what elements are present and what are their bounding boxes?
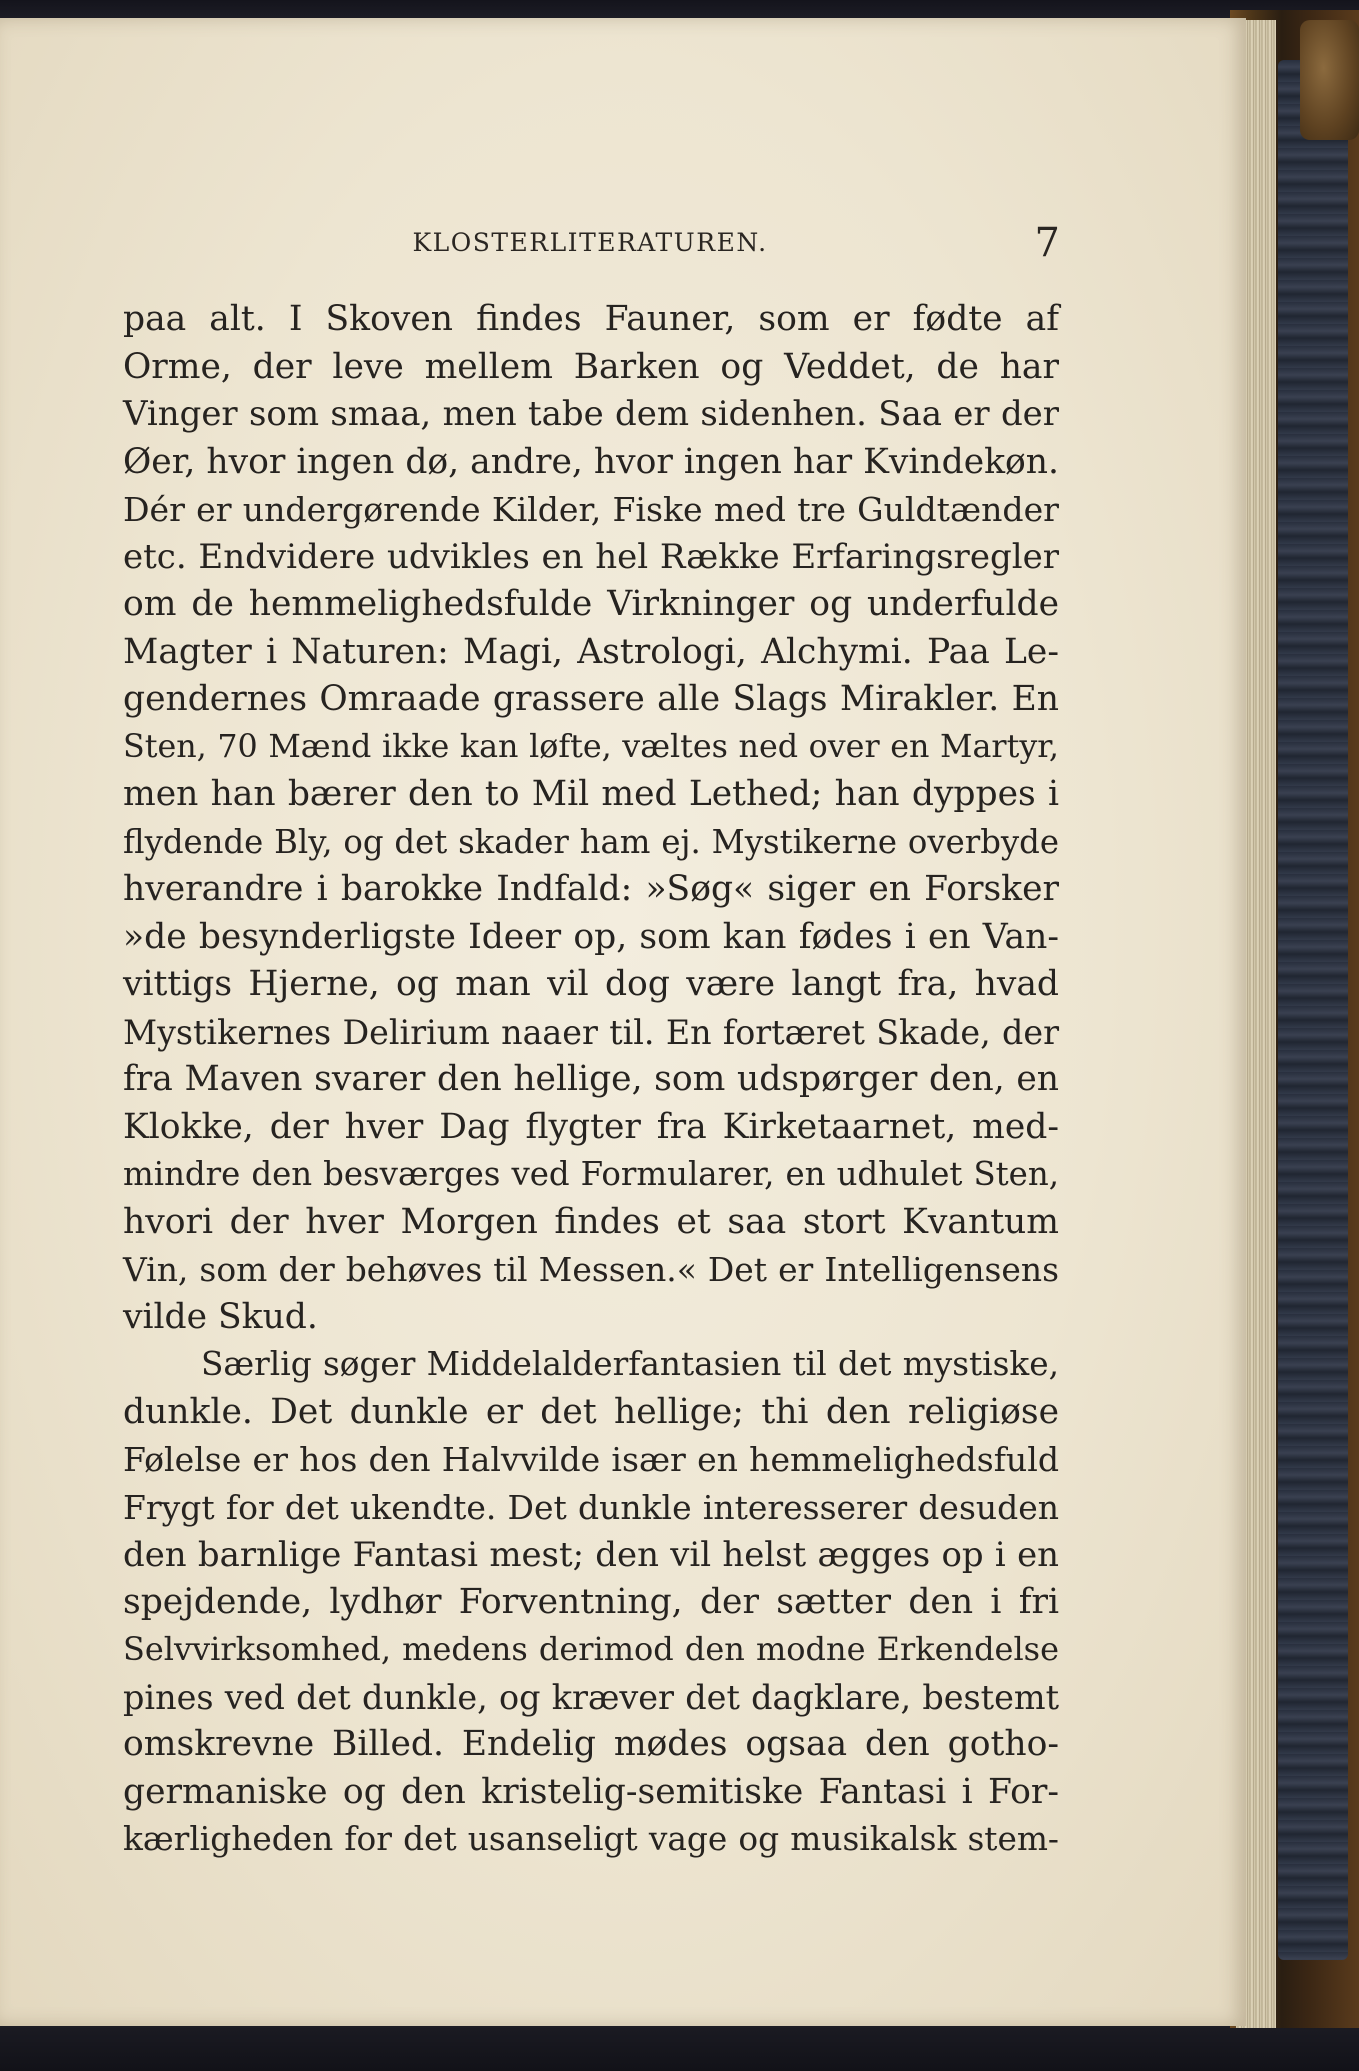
text-line: »de besynderligste Ideer op, som kan fødes i en Van- <box>123 916 1059 957</box>
text-line: Selvvirksomhed, medens derimod den modne Erkendelse <box>123 1630 1059 1668</box>
leather-cover-corner <box>1300 20 1359 140</box>
text-line: Orme, der leve mellem Barken og Veddet, de har <box>123 346 1059 387</box>
text-line: Sten, 70 Mænd ikke kan løfte, væltes ned over en Martyr, <box>123 728 1059 765</box>
text-line: paa alt. I Skoven findes Fauner, som er fødte af <box>123 299 1059 339</box>
marbled-cover-board <box>1278 60 1348 1960</box>
text-line: Øer, hvor ingen dø, andre, hvor ingen har Kvindekøn. <box>123 441 1059 482</box>
text-line: vilde Skud. <box>123 1296 318 1337</box>
text-line: Klokke, der hver Dag flygter fra Kirketaarnet, med- <box>123 1106 1059 1147</box>
text-line: pines ved det dunkle, og kræver det dagklare, bestemt <box>123 1677 1059 1717</box>
text-line: fra Maven svarer den hellige, som udspørger den, en <box>123 1059 1059 1099</box>
text-line: Vin, som der behøves til Messen.« Det er Intelligensens <box>123 1250 1059 1289</box>
text-line: Dér er undergørende Kilder, Fiske med tre Guldtænder <box>123 490 1059 529</box>
text-line: flydende Bly, og det skader ham ej. Mystikerne overbyde <box>123 822 1059 861</box>
text-line: om de hemmelighedsfulde Virkninger og underfulde <box>123 584 1059 624</box>
page-number: 7 <box>1034 220 1060 266</box>
text-line: Særlig søger Middelalderfantasien til det mystiske, <box>201 1345 1059 1383</box>
running-title: KLOSTERLITERATUREN. <box>412 228 768 257</box>
text-line: hvori der hver Morgen findes et saa stort Kvantum <box>123 1201 1059 1242</box>
text-line: den barnlige Fantasi mest; den vil helst ægges op i en <box>123 1535 1059 1574</box>
body-text <box>123 296 1059 1864</box>
text-line: Vinger som smaa, men tabe dem sidenhen. Saa er der <box>123 394 1059 434</box>
text-line: Følelse er hos den Halvvilde især en hemmelighedsfuld <box>123 1440 1059 1479</box>
text-line: kærligheden for det usanseligt vage og musikalsk stem- <box>123 1820 1059 1858</box>
text-line: spejdende, lydhør Forventning, der sætter den i fri <box>123 1581 1059 1622</box>
text-line: mindre den besværges ved Formularer, en udhulet Sten, <box>123 1155 1059 1193</box>
text-line: germaniske og den kristelig-semitiske Fantasi i For- <box>123 1771 1059 1812</box>
paragraph-1 <box>123 296 1059 1341</box>
text-line: dunkle. Det dunkle er det hellige; thi den religiøse <box>123 1391 1059 1432</box>
text-line: etc. Endvidere udvikles en hel Række Erfaringsregler <box>123 536 1059 577</box>
page-header <box>120 214 1060 274</box>
text-line: Frygt for det ukendte. Det dunkle interesserer desuden <box>123 1487 1059 1527</box>
text-line: vittigs Hjerne, og man vil dog være langt fra, hvad <box>123 964 1059 1004</box>
text-line: Mystikernes Delirium naaer til. En fortæret Skade, der <box>123 1012 1059 1052</box>
text-line: Magter i Naturen: Magi, Astrologi, Alchymi. Paa Le- <box>123 631 1059 672</box>
text-line: hverandre i barokke Indfald: »Søg« siger en Forsker <box>123 869 1059 909</box>
text-line: omskrevne Billed. Endelig mødes ogsaa den gotho- <box>123 1724 1059 1764</box>
book-page <box>0 18 1246 2026</box>
text-line: men han bærer den to Mil med Lethed; han dyppes i <box>123 774 1059 814</box>
scan-border-bottom <box>0 2028 1359 2071</box>
paragraph-2 <box>123 1341 1059 1864</box>
text-line: gendernes Omraade grassere alle Slags Mirakler. En <box>123 679 1059 719</box>
